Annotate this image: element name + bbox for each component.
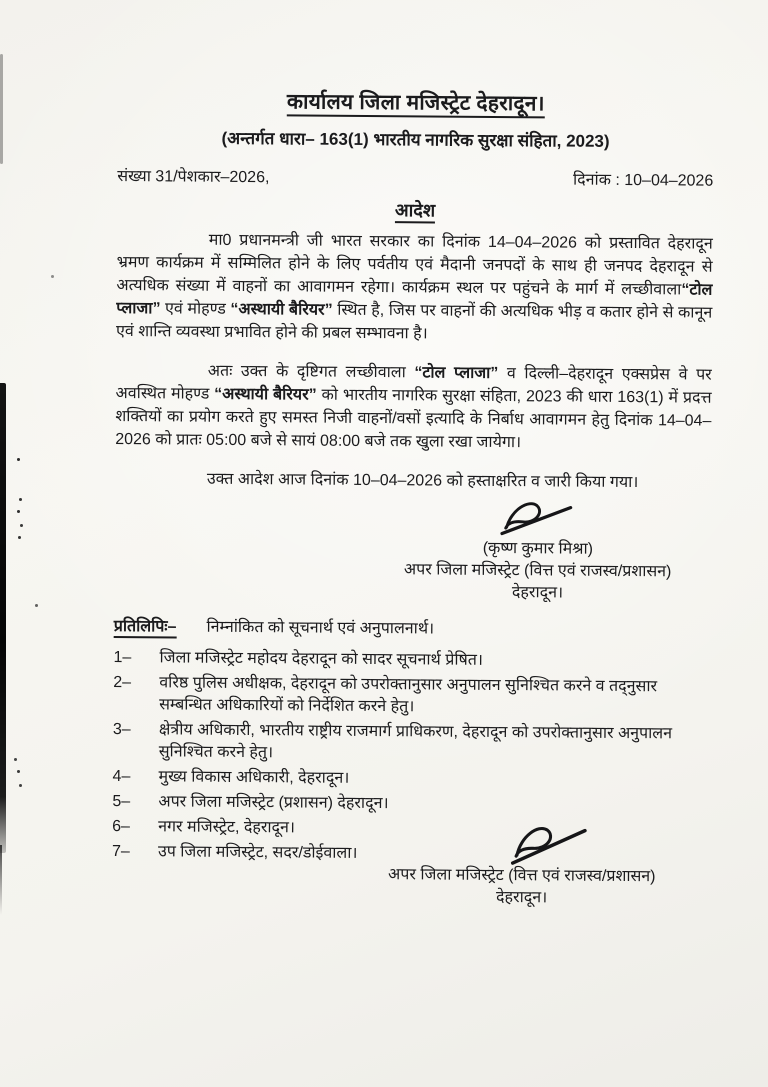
order-paragraph-1: मा0 प्रधानमन्त्री जी भारत सरकार का दिनांक 14–04–2026 को प्रस्तावित देहरादून भ्रमण कार्यक्रम में सम्मिलित होने के लिए पर्वतीय एवं मैदानी जनपदों के साथ ही जनपद देहरादून से अत्यधिक संख्या में वाहनों का आवागमन रहेगा। कार्यक्रम स्थल पर पहुंचने के मार्ग में लच्छीवाला“टोल प्लाजा” एवं मोहण्ड “अस्थायी बैरियर” स्थित है, जिस पर वाहनों की अत्यधिक भीड़ व कतार होने से कानून एवं शान्ति व्यवस्था प्रभावित होने की प्रबल सम्भावना है।	[116, 231, 713, 343]
order-paragraph-2: अतः उक्त के दृष्टिगत लच्छीवाला “टोल प्लाजा” व दिल्ली–देहरादून एक्सप्रेस वे पर अवस्थित मोहण्ड “अस्थायी बैरियर” को भारतीय नागरिक सुरक्षा संहिता, 2023 की धारा 163(1) में प्रदत्त शक्तियों का प्रयोग करते हुए समस्त निजी वाहनों/वसों इत्यादि के निर्बाध आवागमन हेतु दिनांक 14–04–2026 को प्रातः 05:00 बजे से सायं 08:00 बजे तक खुला रखा जायेगा।	[115, 362, 712, 452]
copy-list-item	[113, 672, 709, 721]
scan-edge-artifact	[0, 383, 6, 853]
page-title: कार्यालय जिला मजिस्ट्रेट देहरादून।	[118, 86, 714, 121]
footer-signature-scrawl-icon	[505, 815, 596, 872]
signatory-place: देहरादून।	[511, 584, 564, 602]
scan-edge-artifact-top	[0, 54, 3, 164]
signature-scrawl-icon	[497, 493, 579, 544]
signatory-block	[365, 492, 711, 606]
document-subtitle: (अन्तर्गत धारा– 163(1) भारतीय नागरिक सुरक्षा संहिता, 2023)	[221, 128, 610, 151]
copy-item-number: 4–	[112, 767, 131, 786]
copy-item-text: वरिष्ठ पुलिस अधीक्षक, देहरादून को उपरोक्तानुसार अनुपालन सुनिश्चित करने व तद्नुसार सम्बन्धित अधिकारियों को निर्देशित करने हेतु।	[159, 674, 658, 716]
order-paragraph-3: उक्त आदेश आज दिनांक 10–04–2026 को हस्ताक्षरित व जारी किया गया।	[206, 470, 639, 492]
copy-item-number: 2–	[113, 673, 132, 692]
copy-item-text: नगर मजिस्ट्रेट, देहरादून।	[158, 818, 296, 837]
copy-item-number: 5–	[112, 792, 131, 811]
footer-signatory-place: देहरादून।	[496, 888, 548, 907]
copy-item-text: अपर जिला मजिस्ट्रेट (प्रशासन) देहरादून।	[158, 793, 389, 813]
copy-item-text: क्षेत्रीय अधिकारी, भारतीय राष्ट्रीय राजमार्ग प्राधिकरण, देहरादून को उपरोक्तानुसार अनुपालन सुनिश्चित करने हेतु।	[158, 721, 673, 762]
copy-item-text: मुख्य विकास अधिकारी, देहरादून।	[158, 768, 350, 787]
signatory-designation: अपर जिला मजिस्ट्रेट (वित्त एवं राजस्व/प्रशासन)	[403, 561, 672, 581]
copy-item-number: 1–	[113, 648, 132, 667]
copy-list-item	[112, 791, 708, 818]
copy-item-text: उप जिला मजिस्ट्रेट, सदर/डोईवाला।	[157, 843, 358, 862]
document-date: दिनांक : 10–04–2026	[572, 171, 714, 190]
document-body	[112, 86, 714, 911]
reference-row	[117, 165, 713, 193]
copy-item-number: 6–	[112, 817, 131, 836]
copy-intro: निम्नांकित को सूचनार्थ एवं अनुपालनार्थ।	[206, 618, 435, 638]
copy-item-number: 3–	[112, 720, 131, 739]
copy-list-item	[113, 719, 709, 768]
copy-list-item	[112, 766, 708, 793]
order-heading: आदेश	[117, 196, 713, 226]
copy-section-header	[114, 615, 710, 643]
copy-item-text: जिला मजिस्ट्रेट महोदय देहरादून को सादर सूचनार्थ प्रेषित।	[159, 649, 484, 669]
copy-list-item	[113, 647, 709, 674]
copy-item-number: 7–	[111, 842, 130, 861]
footer-signatory-designation: अपर जिला मजिस्ट्रेट (वित्त एवं राजस्व/प्रशासन)	[387, 866, 656, 886]
signatory-name: (कृष्ण कुमार मिश्रा)	[482, 539, 594, 558]
copy-label: प्रतिलिपिः–	[114, 618, 177, 638]
reference-number: संख्या 31/पेशकार–2026,	[117, 167, 270, 187]
footer-signatory-block	[336, 816, 709, 911]
scan-edge-artifact-tail	[0, 845, 2, 915]
scan-speck-artifact	[17, 458, 20, 461]
